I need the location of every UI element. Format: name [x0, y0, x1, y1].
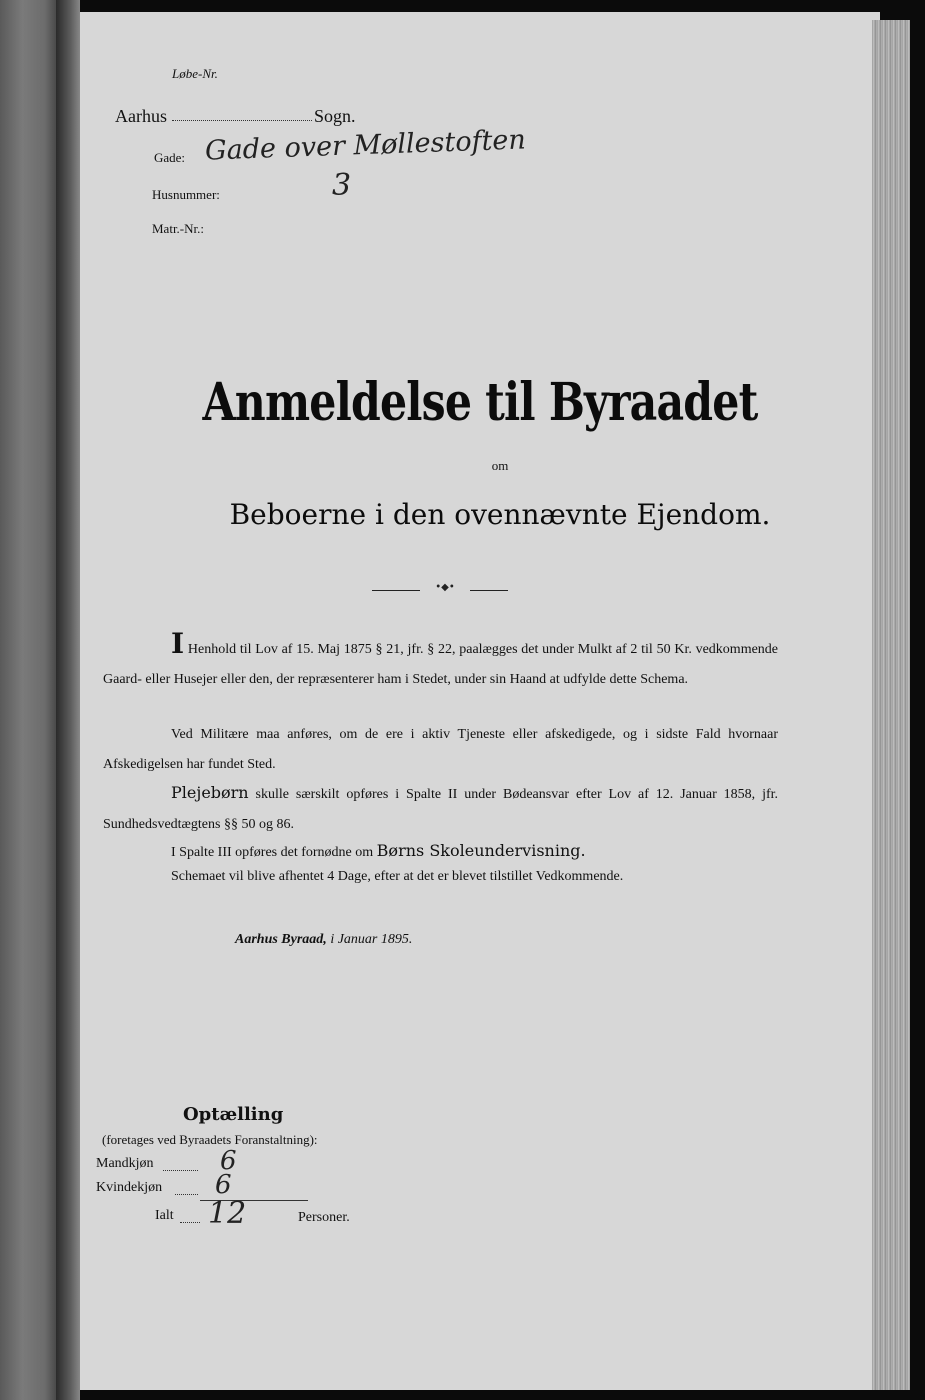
signoff [235, 932, 412, 948]
total-count-dots [180, 1222, 200, 1223]
male-count-label: Mandkjøn [96, 1156, 154, 1171]
street-handwritten-value: Gade over Møllestoften [204, 124, 527, 167]
male-count-value: 6 [220, 1146, 237, 1176]
street-label: Gade: [154, 150, 186, 165]
instruction-paragraph-3 [103, 778, 778, 840]
house-number-handwritten-value: 3 [332, 168, 352, 203]
female-count-value: 6 [215, 1170, 232, 1200]
female-count-dots [175, 1194, 198, 1195]
instruction-text-4: I Spalte III opføres det fornødne om [171, 845, 374, 860]
female-count-label: Kvindekjøn [96, 1180, 163, 1195]
instruction-text-3: skulle særskilt opføres i Spalte II under Bødeansvar efter Lov af 12. Januar 1858, jfr. Sundhedsvedtægtens §§ 50 og 86. [103, 787, 779, 832]
parish-fill-line [172, 120, 312, 121]
instruction-text-1: Henhold til Lov af 15. Maj 1875 § 21, jfr. § 22, paalægges det under Mulkt af 2 til 50 Kr. vedkommende Gaard- eller Husejer eller den, der repræsenterer ham i Stedet, under sin Haand at udfylde dette Schema. [103, 642, 779, 687]
instruction-paragraph-5 [103, 862, 778, 892]
school-education-emphasis: Børns Skoleundervisning. [376, 841, 586, 860]
instruction-paragraph-2 [103, 720, 778, 780]
city-name: Aarhus [115, 106, 167, 126]
instruction-text-2: Ved Militære maa anføres, om de ere i aktiv Tjeneste eller afskedigede, og i sidste Fald hvornaar Afskedigelsen har fundet Sted. [103, 727, 778, 772]
instruction-text-5: Schemaet vil blive afhentet 4 Dage, efter at det er blevet tilstillet Vedkommende. [171, 869, 624, 884]
document-subtitle: Beboerne i den ovennævnte Ejendom. [229, 498, 771, 531]
male-count-dots [163, 1170, 198, 1171]
book-spine [56, 0, 80, 1400]
parish-label: Sogn. [314, 106, 356, 126]
total-count-label: Ialt [155, 1208, 174, 1223]
persons-label: Personer. [298, 1210, 350, 1225]
foster-children-lead: Plejebørn [171, 783, 249, 802]
instruction-paragraph-1 [103, 627, 779, 695]
lobe-nr-label: Løbe-Nr. [172, 66, 218, 81]
ornament-glyph: •◆• [420, 582, 470, 593]
count-title: Optælling [183, 1104, 284, 1125]
drop-cap: I [171, 627, 185, 660]
signoff-org: Aarhus Byraad, [235, 932, 327, 947]
signoff-date: i Januar 1895. [330, 932, 413, 947]
count-subtitle: (foretages ved Byraadets Foranstaltning): [102, 1132, 318, 1147]
page-stack-edge [872, 20, 910, 1390]
document-page [80, 12, 880, 1390]
document-title: Anmeldelse til Byraadet [202, 372, 758, 433]
total-count-value: 12 [208, 1196, 247, 1231]
facing-page-edge [0, 0, 56, 1400]
matr-nr-label: Matr.-Nr.: [152, 221, 204, 236]
house-number-label: Husnummer: [152, 187, 220, 202]
title-connector: om [491, 458, 509, 473]
